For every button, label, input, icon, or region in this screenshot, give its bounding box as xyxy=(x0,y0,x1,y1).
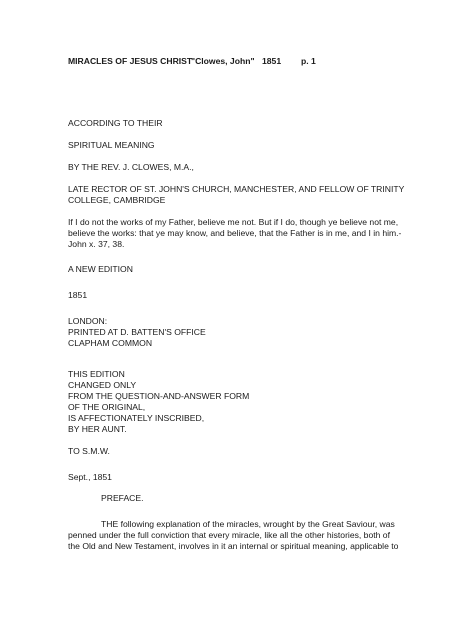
imprint-location: CLAPHAM COMMON xyxy=(68,338,153,348)
preface-paragraph-line-3: the Old and New Testament, involves in it an internal or spiritual meaning, applicable to xyxy=(68,541,399,551)
epigraph-line-2: believe the works: that ye may know, and believe, that the Father is in me, and I in him.- xyxy=(68,228,402,238)
edition-year-line: 1851 xyxy=(68,290,88,300)
epigraph-line-1: If I do not the works of my Father, believe me not. But if I do, though ye believe not me, xyxy=(68,217,399,227)
dedication-line-3: FROM THE QUESTION-AND-ANSWER FORM xyxy=(68,391,250,401)
rector-line-2: COLLEGE, CAMBRIDGE xyxy=(68,195,166,205)
author-line: BY THE REV. J. CLOWES, M.A., xyxy=(68,162,194,172)
according-line: ACCORDING TO THEIR xyxy=(68,118,163,128)
header-title: MIRACLES OF JESUS CHRIST xyxy=(68,56,193,66)
dedication-line-4: OF THE ORIGINAL, xyxy=(68,402,146,412)
preface-paragraph-line-1: THE following explanation of the miracles, wrought by the Great Saviour, was xyxy=(101,519,395,529)
preface-heading: PREFACE. xyxy=(101,493,144,503)
spiritual-meaning-line: SPIRITUAL MEANING xyxy=(68,140,155,150)
new-edition-line: A NEW EDITION xyxy=(68,264,133,274)
header-author: "Clowes, John" xyxy=(191,56,255,66)
dedication-line-2: CHANGED ONLY xyxy=(68,380,137,390)
dedication-line-6: BY HER AUNT. xyxy=(68,424,127,434)
dedication-line-1: THIS EDITION xyxy=(68,369,125,379)
preface-paragraph-line-2: penned under the full conviction that every miracle, like all the other histories, both of xyxy=(68,530,390,540)
dedication-date: Sept., 1851 xyxy=(68,472,112,482)
imprint-city: LONDON: xyxy=(68,316,108,326)
rector-line-1: LATE RECTOR OF ST. JOHN'S CHURCH, MANCHESTER, AND FELLOW OF TRINITY xyxy=(68,184,405,194)
dedicatee-line: TO S.M.W. xyxy=(68,446,110,456)
imprint-printer: PRINTED AT D. BATTEN'S OFFICE xyxy=(68,327,206,337)
header-year: 1851 xyxy=(262,56,282,66)
epigraph-citation: John x. 37, 38. xyxy=(68,239,125,249)
header-page-number: p. 1 xyxy=(301,56,316,66)
dedication-line-5: IS AFFECTIONATELY INSCRIBED, xyxy=(68,413,205,423)
